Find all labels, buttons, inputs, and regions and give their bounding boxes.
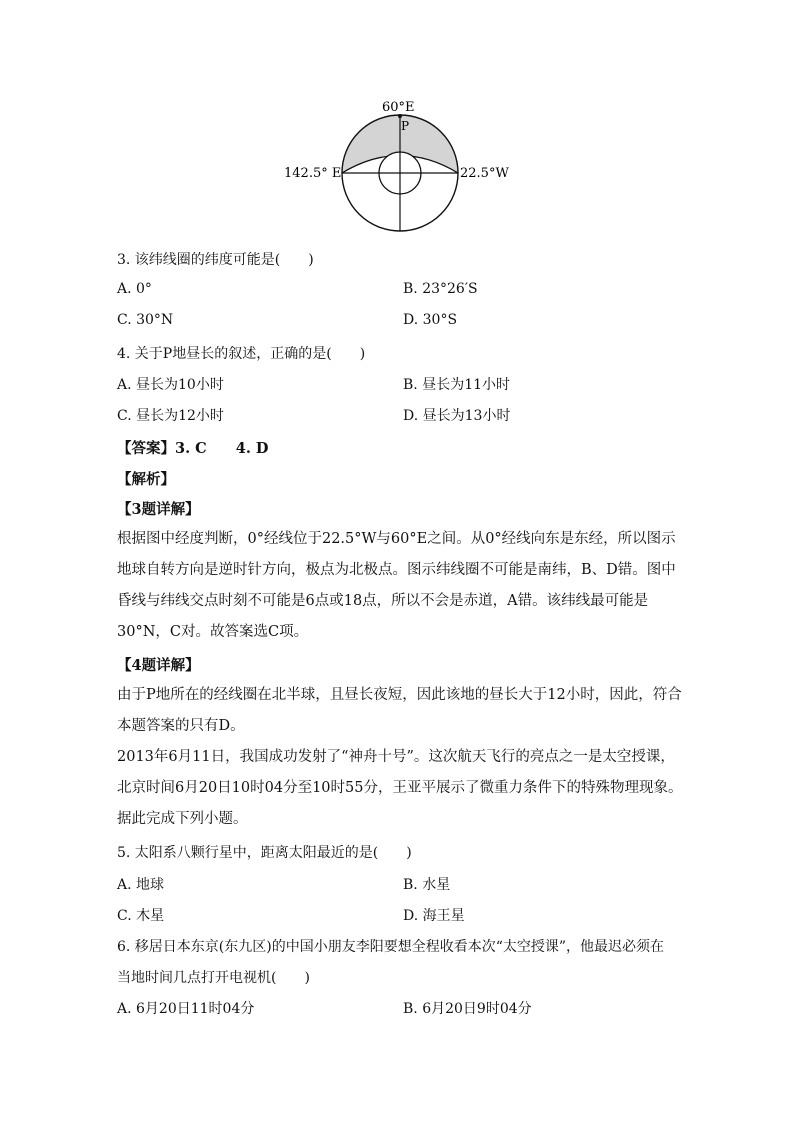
detail-4-title: 【4题详解】	[117, 657, 200, 674]
q4-option-c: C. 昼长为12小时	[117, 408, 224, 424]
analysis-title: 【解析】	[117, 471, 175, 488]
latitude-circle-diagram	[270, 98, 530, 238]
q3-option-b: B. 23°26′S	[403, 281, 478, 297]
detail-4-text: 由于P地所在的经线圈在北半球，且昼长夜短，因此该地的昼长大于12小时，因此，符合本题答案的只有D。	[117, 687, 682, 734]
label-22-5w: 22.5°W	[460, 166, 509, 181]
answer-line: 【答案】3. C 4. D	[117, 440, 269, 457]
detail-3-title: 【3题详解】	[117, 501, 200, 518]
detail-3-text: 根据图中经度判断，0°经线位于22.5°W与60°E之间。从0°经线向东是东经，所以图示地球自转方向是逆时针方向，极点为北极点。图示纬线圈不可能是南纬，B、D错。图中昏线与纬线交点时刻不可能是6点或18点，所以不会是赤道，A错。该纬线最可能是30°N，C对。故答案选C项。	[117, 531, 676, 640]
q4-option-b: B. 昼长为11小时	[403, 377, 511, 393]
question-3-stem: 3. 该纬线圈的纬度可能是( )	[117, 252, 314, 268]
label-60e: 60°E	[382, 100, 415, 115]
question-6-stem-line1: 6. 移居日本东京(东九区)的中国小朋友李阳要想全程收看本次“太空授课”，他最迟必须在	[117, 939, 665, 955]
intro-paragraph: 2013年6月11日，我国成功发射了“神舟十号”。这次航天飞行的亮点之一是太空授课，北京时间6月20日10时04分至10时55分，王亚平展示了微重力条件下的特殊物理现象。据此完成下列小题。	[117, 749, 683, 827]
label-142-5e: 142.5° E	[284, 166, 342, 181]
q5-option-d: D. 海王星	[403, 908, 465, 924]
q3-option-c: C. 30°N	[117, 312, 174, 328]
q5-option-c: C. 木星	[117, 908, 165, 924]
q3-option-d: D. 30°S	[403, 312, 458, 328]
q3-option-a: A. 0°	[117, 281, 152, 297]
question-4-stem: 4. 关于P地昼长的叙述，正确的是( )	[117, 346, 366, 362]
q6-option-b: B. 6月20日9时04分	[403, 1001, 532, 1017]
q5-option-b: B. 水星	[403, 877, 451, 893]
label-p: P	[401, 119, 410, 133]
q6-option-a: A. 6月20日11时04分	[117, 1001, 255, 1017]
question-5-stem: 5. 太阳系八颗行星中，距离太阳最近的是( )	[117, 845, 412, 861]
q5-option-a: A. 地球	[117, 877, 165, 893]
question-6-stem-line2: 当地时间几点打开电视机( )	[117, 970, 310, 986]
q4-option-d: D. 昼长为13小时	[403, 408, 511, 424]
q4-option-a: A. 昼长为10小时	[117, 377, 224, 393]
